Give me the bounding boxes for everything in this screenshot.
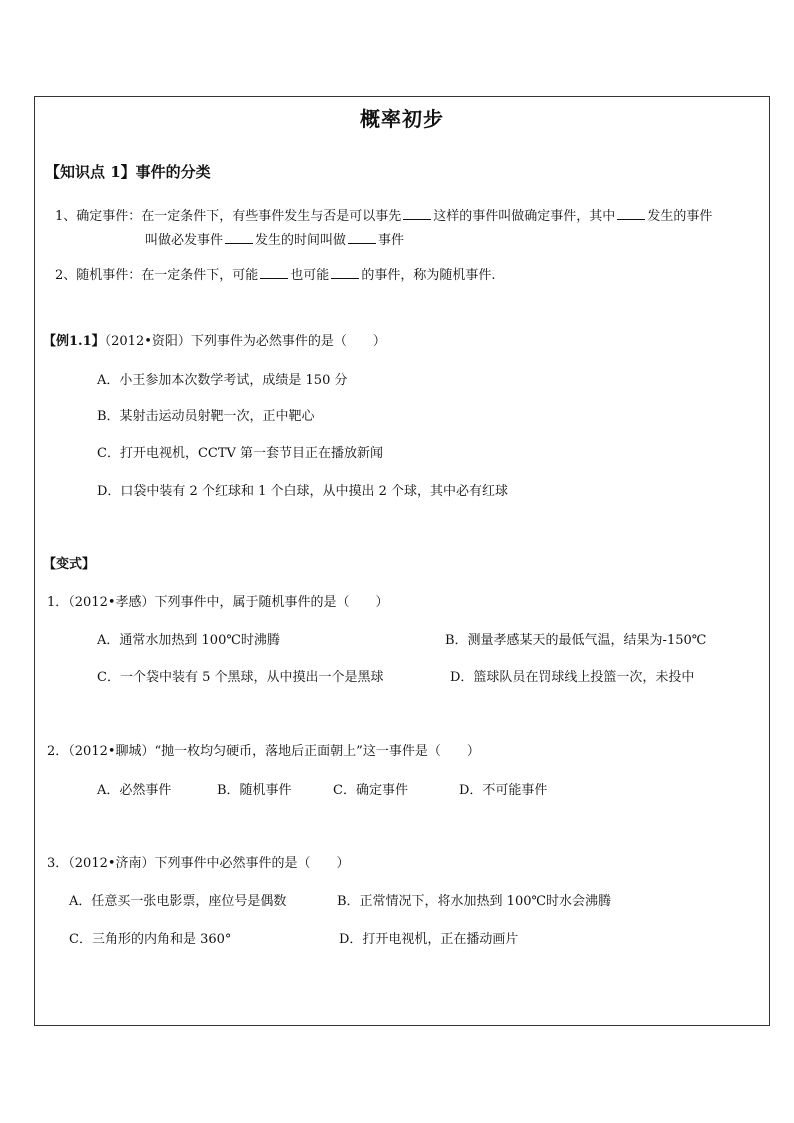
example-option-a: A．小王参加本次数学考试，成绩是 150 分 (97, 373, 348, 388)
fill-blank[interactable] (617, 208, 645, 220)
fill-blank[interactable] (260, 267, 288, 279)
variant-q2-option-a: A．必然事件 (97, 783, 172, 798)
fill-blank[interactable] (403, 208, 431, 220)
example-question (43, 334, 386, 350)
item-1-text-3: 发生的事件 (647, 209, 713, 224)
item-1-text-4: 叫做必发事件 (145, 233, 224, 248)
knowledge-item-1 (55, 208, 712, 225)
item-2-label: 2、随机事件： (55, 268, 142, 283)
example-tag: 【例1.1】 (43, 334, 105, 349)
variant-q1-option-d: D．篮球队员在罚球线上投篮一次，未投中 (450, 670, 695, 685)
item-1-text-6: 事件 (378, 233, 405, 248)
fill-blank[interactable] (225, 232, 253, 244)
variant-q3-option-c: C．三角形的内角和是 360° (69, 932, 232, 947)
example-question-text: （2012•资阳）下列事件为必然事件的是（ ） (104, 334, 386, 349)
page-title: 概率初步 (360, 107, 444, 131)
item-2-text-3: 的事件，称为随机事件. (361, 268, 496, 283)
example-option-c: C．打开电视机，CCTV 第一套节目正在播放新闻 (97, 446, 384, 461)
variant-q3-option-d: D．打开电视机，正在播动画片 (339, 932, 519, 947)
variant-q1-option-b: B．测量孝感某天的最低气温，结果为-150℃ (445, 633, 707, 648)
example-option-b: B．某射击运动员射靶一次，正中靶心 (97, 409, 315, 424)
item-1-text-5: 发生的时间叫做 (255, 233, 347, 248)
item-1-label: 1、确定事件： (55, 209, 142, 224)
variant-q1-option-c: C．一个袋中装有 5 个黑球，从中摸出一个是黑球 (97, 670, 384, 685)
item-2-text-1: 在一定条件下，可能 (141, 268, 259, 283)
variant-q2-option-d: D．不可能事件 (459, 783, 548, 798)
knowledge-item-2 (55, 267, 495, 284)
variant-q2: 2．（2012•聊城）“抛一枚均匀硬币，落地后正面朝上”这一事件是（ ） (47, 744, 480, 759)
variant-tag: 【变式】 (43, 557, 96, 572)
worksheet-frame (34, 96, 770, 1026)
item-2-text-2: 也可能 (290, 268, 330, 283)
variant-q3: 3．（2012•济南）下列事件中必然事件的是（ ） (47, 856, 350, 871)
variant-q1-option-a: A．通常水加热到 100℃时沸腾 (97, 633, 280, 648)
variant-q3-option-b: B．正常情况下，将水加热到 100℃时水会沸腾 (337, 894, 612, 909)
knowledge-item-1-cont (145, 232, 404, 249)
variant-q3-option-a: A．任意买一张电影票，座位号是偶数 (69, 894, 287, 909)
item-1-text-1: 在一定条件下，有些事件发生与否是可以事先 (141, 209, 402, 224)
fill-blank[interactable] (348, 232, 376, 244)
variant-q2-option-b: B．随机事件 (217, 783, 292, 798)
variant-q1: 1．（2012•孝感）下列事件中，属于随机事件的是（ ） (47, 595, 389, 610)
example-option-d: D．口袋中装有 2 个红球和 1 个白球，从中摸出 2 个球，其中必有红球 (97, 484, 509, 499)
fill-blank[interactable] (331, 267, 359, 279)
knowledge-header: 【知识点 1】事件的分类 (45, 163, 211, 181)
variant-q2-option-c: C．确定事件 (333, 783, 408, 798)
item-1-text-2: 这样的事件叫做确定事件，其中 (433, 209, 616, 224)
